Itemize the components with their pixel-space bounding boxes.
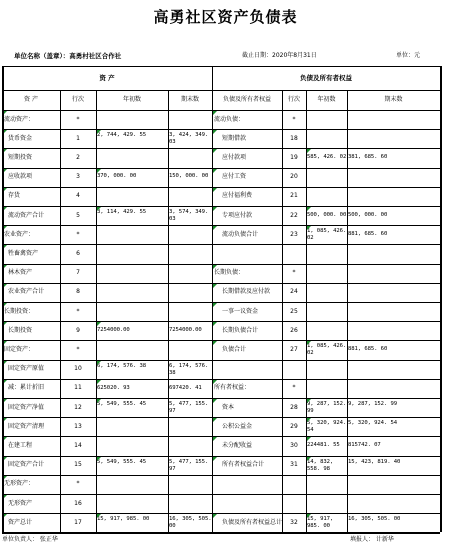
grid-line bbox=[282, 90, 283, 532]
liability-item-label: 负债合计 bbox=[222, 345, 247, 353]
comment-marker-icon bbox=[213, 380, 217, 384]
grid-line bbox=[2, 494, 440, 495]
line-number: 19 bbox=[290, 153, 298, 161]
comment-marker-icon bbox=[213, 130, 217, 134]
amount-cell: 224481. 55 bbox=[307, 442, 340, 449]
grid-line bbox=[2, 360, 440, 361]
comment-marker-icon bbox=[3, 322, 7, 326]
amount-cell: 150, 000. 00 bbox=[169, 173, 209, 180]
liability-item-label: 应付款项 bbox=[222, 153, 247, 161]
liability-item-label: 负债及所有者权益总计 bbox=[222, 518, 282, 526]
comment-marker-icon bbox=[97, 207, 101, 211]
asset-item-label: 农业资产合计 bbox=[8, 288, 45, 296]
amount-cell: 6, 174, 576. 38 bbox=[97, 362, 147, 369]
amount-cell: 585, 426. 02 bbox=[307, 154, 347, 161]
liability-item-label: 长期负债： bbox=[214, 269, 245, 277]
grid-line bbox=[2, 379, 440, 380]
comment-marker-icon bbox=[307, 207, 311, 211]
line-number: 2 bbox=[76, 153, 80, 161]
comment-marker-icon bbox=[3, 265, 7, 269]
amount-cell: 15, 917, 985. 00 bbox=[307, 516, 334, 530]
line-number: * bbox=[76, 230, 80, 238]
grid-line bbox=[2, 436, 440, 437]
report-date: 截止日期：2020年8月31日 bbox=[242, 52, 317, 59]
unit-label: 单位：元 bbox=[396, 52, 421, 59]
liability-item-label: 公积公益金 bbox=[222, 422, 253, 430]
amount-cell: 881, 685. 60 bbox=[348, 230, 388, 237]
asset-item-label: 长期投资 bbox=[8, 326, 33, 334]
grid-line bbox=[2, 148, 440, 149]
comment-marker-icon bbox=[213, 188, 217, 192]
line-number: * bbox=[292, 115, 296, 123]
amount-cell: 500, 000. 00 bbox=[307, 211, 347, 218]
liability-item-label: 资本 bbox=[222, 403, 235, 411]
asset-item-label: 无形资产 bbox=[8, 499, 33, 507]
comment-marker-icon bbox=[213, 399, 217, 403]
comment-marker-icon bbox=[3, 361, 7, 365]
line-number: * bbox=[76, 115, 80, 123]
grid-line bbox=[2, 340, 440, 341]
line-number: 22 bbox=[290, 211, 298, 219]
amount-cell: 881, 685. 60 bbox=[348, 346, 388, 353]
line-number: 14 bbox=[74, 441, 82, 449]
amount-cell: 16, 305, 505. 00 bbox=[169, 516, 212, 530]
amount-cell: 5, 477, 155. 97 bbox=[169, 401, 209, 414]
grid-line bbox=[168, 90, 169, 532]
grid-line bbox=[2, 244, 440, 245]
asset-item-label: 无形资产： bbox=[4, 480, 35, 488]
comment-marker-icon bbox=[3, 149, 7, 153]
asset-item-label: 固定资产净值 bbox=[8, 403, 45, 411]
comment-marker-icon bbox=[3, 418, 7, 422]
comment-marker-icon bbox=[3, 188, 7, 192]
grid-line bbox=[2, 398, 440, 399]
asset-item-label: 减：累计折旧 bbox=[8, 384, 45, 392]
comment-marker-icon bbox=[307, 457, 311, 461]
comment-marker-icon bbox=[213, 322, 217, 326]
asset-item-label: 农业资产： bbox=[4, 230, 35, 238]
line-number: 10 bbox=[74, 365, 82, 373]
amount-cell: 7254000.00 bbox=[97, 326, 130, 333]
line-number: 9 bbox=[76, 326, 80, 334]
grid-line bbox=[2, 475, 440, 476]
line-number: 3 bbox=[76, 173, 80, 181]
comment-marker-icon bbox=[307, 418, 311, 422]
liability-item-label: 流动负债： bbox=[214, 115, 245, 123]
line-number: 28 bbox=[290, 403, 298, 411]
grid-line bbox=[212, 66, 213, 532]
line-number: * bbox=[76, 345, 80, 353]
liability-item-label: 一事一议资金 bbox=[222, 307, 259, 315]
liability-item-label: 未分配收益 bbox=[222, 441, 253, 449]
asset-item-label: 固定资产： bbox=[4, 345, 35, 353]
line-number: 11 bbox=[74, 384, 82, 392]
liability-item-label: 流动负债合计 bbox=[222, 230, 259, 238]
amount-cell: 3, 114, 429. 55 bbox=[97, 209, 147, 215]
amount-cell: 14, 832, 558. 98 bbox=[307, 458, 334, 472]
comment-marker-icon bbox=[3, 341, 7, 345]
comment-marker-icon bbox=[3, 226, 7, 230]
comment-marker-icon bbox=[3, 284, 7, 288]
footer-responsible-person: 单位负责人： 张正华 bbox=[2, 536, 58, 543]
line-number: 13 bbox=[74, 422, 82, 430]
line-number: 17 bbox=[74, 518, 82, 526]
line-number: 16 bbox=[74, 499, 82, 507]
column-header-end: 期末数 bbox=[180, 96, 199, 103]
comment-marker-icon bbox=[97, 380, 101, 384]
comment-marker-icon bbox=[307, 437, 311, 441]
grid-line bbox=[2, 66, 4, 532]
amount-cell: 5, 477, 155. 97 bbox=[169, 458, 209, 472]
report-title: 高勇社区资产负债表 bbox=[153, 7, 298, 26]
amount-cell: 16, 305, 505. 00 bbox=[348, 516, 401, 523]
amount-cell: 500, 000. 00 bbox=[348, 211, 388, 218]
comment-marker-icon bbox=[97, 130, 101, 134]
grid-line bbox=[2, 225, 440, 226]
grid-line bbox=[2, 129, 440, 130]
comment-marker-icon bbox=[213, 149, 217, 153]
comment-marker-icon bbox=[213, 418, 217, 422]
comment-marker-icon bbox=[3, 380, 7, 384]
liabilities-section-header: 负债及所有者权益 bbox=[300, 73, 352, 82]
line-number: 8 bbox=[76, 288, 80, 296]
column-header-line2: 行次 bbox=[287, 96, 300, 103]
comment-marker-icon bbox=[97, 361, 101, 365]
amount-cell: 5, 549, 555. 45 bbox=[97, 458, 147, 465]
comment-marker-icon bbox=[213, 437, 217, 441]
comment-marker-icon bbox=[213, 457, 217, 461]
line-number: 12 bbox=[74, 403, 82, 411]
comment-marker-icon bbox=[97, 457, 101, 461]
amount-cell: 625020. 93 bbox=[97, 384, 130, 391]
line-number: * bbox=[292, 269, 296, 277]
asset-item-label: 长期投资： bbox=[4, 307, 35, 315]
asset-item-label: 资产总计 bbox=[8, 518, 33, 526]
comment-marker-icon bbox=[307, 341, 311, 345]
column-header-begin: 年初数 bbox=[122, 96, 141, 103]
comment-marker-icon bbox=[307, 149, 311, 153]
column-header-asset: 资 产 bbox=[24, 96, 38, 103]
grid-line bbox=[96, 90, 97, 532]
comment-marker-icon bbox=[307, 514, 311, 518]
line-number: 32 bbox=[290, 518, 298, 526]
line-number: 30 bbox=[290, 441, 298, 449]
asset-item-label: 流动资产： bbox=[4, 115, 35, 123]
comment-marker-icon bbox=[3, 399, 7, 403]
comment-marker-icon bbox=[213, 284, 217, 288]
line-number: 25 bbox=[290, 307, 298, 315]
footer-preparer: 填报人： 计新华 bbox=[350, 536, 394, 543]
asset-item-label: 存货 bbox=[8, 192, 21, 200]
asset-item-label: 流动资产合计 bbox=[8, 211, 45, 219]
comment-marker-icon bbox=[97, 169, 101, 173]
amount-cell: 9, 287, 152. 99 bbox=[307, 401, 347, 414]
comment-marker-icon bbox=[213, 226, 217, 230]
grid-line bbox=[2, 283, 440, 284]
grid-line bbox=[2, 110, 440, 111]
grid-line bbox=[60, 90, 61, 532]
comment-marker-icon bbox=[3, 495, 7, 499]
line-number: 20 bbox=[290, 173, 298, 181]
amount-cell: 3, 574, 349. 03 bbox=[169, 209, 209, 222]
grid-line bbox=[2, 90, 440, 91]
comment-marker-icon bbox=[213, 514, 217, 518]
line-number: 29 bbox=[290, 422, 298, 430]
comment-marker-icon bbox=[3, 169, 7, 173]
comment-marker-icon bbox=[213, 207, 217, 211]
grid-line bbox=[2, 187, 440, 188]
asset-item-label: 固定资产合计 bbox=[8, 461, 45, 469]
line-number: 23 bbox=[290, 230, 298, 238]
asset-item-label: 固定资产原值 bbox=[8, 365, 45, 373]
liability-item-label: 专项应付款 bbox=[222, 211, 253, 219]
liability-item-label: 所有者权益： bbox=[214, 384, 251, 392]
amount-cell: 1, 085, 426. 02 bbox=[307, 228, 347, 242]
line-number: 27 bbox=[290, 345, 298, 353]
amount-cell: 1, 085, 426. 02 bbox=[307, 343, 347, 357]
line-number: 18 bbox=[290, 134, 298, 142]
asset-item-label: 短期投资 bbox=[8, 153, 33, 161]
amount-cell: 7254000.00 bbox=[169, 326, 202, 333]
grid-line bbox=[2, 206, 440, 207]
amount-cell: 6, 174, 576. 38 bbox=[169, 362, 209, 376]
column-header-liab: 负债及所有者权益 bbox=[222, 96, 271, 103]
line-number: * bbox=[292, 384, 296, 392]
comment-marker-icon bbox=[213, 265, 217, 269]
amount-cell: 5, 320, 924. 54 bbox=[307, 420, 347, 434]
amount-cell: 381, 685. 60 bbox=[348, 154, 388, 161]
line-number: 31 bbox=[290, 461, 298, 469]
liability-item-label: 应付工资 bbox=[222, 173, 247, 181]
line-number: 7 bbox=[76, 269, 80, 277]
comment-marker-icon bbox=[3, 457, 7, 461]
grid-line bbox=[440, 66, 442, 532]
asset-item-label: 林木资产 bbox=[8, 269, 33, 277]
liability-item-label: 所有者权益合计 bbox=[222, 461, 265, 469]
comment-marker-icon bbox=[213, 303, 217, 307]
line-number: 15 bbox=[74, 461, 82, 469]
grid-line bbox=[2, 456, 440, 457]
grid-line bbox=[2, 513, 440, 514]
grid-line bbox=[2, 321, 440, 322]
asset-item-label: 在建工程 bbox=[8, 441, 33, 449]
grid-line bbox=[2, 168, 440, 169]
column-header-line: 行次 bbox=[71, 96, 84, 103]
line-number: 4 bbox=[76, 192, 80, 200]
comment-marker-icon bbox=[3, 514, 7, 518]
comment-marker-icon bbox=[3, 303, 7, 307]
grid-line bbox=[2, 302, 440, 303]
line-number: * bbox=[76, 480, 80, 488]
amount-cell: 2, 744, 429. 55 bbox=[97, 132, 147, 139]
liability-item-label: 应付福利费 bbox=[222, 192, 253, 200]
grid-line bbox=[2, 417, 440, 418]
comment-marker-icon bbox=[307, 226, 311, 230]
grid-line bbox=[306, 90, 307, 532]
line-number: 26 bbox=[290, 326, 298, 334]
comment-marker-icon bbox=[213, 111, 217, 115]
comment-marker-icon bbox=[213, 169, 217, 173]
liability-item-label: 长期借款及应付款 bbox=[222, 288, 271, 296]
amount-cell: 3, 424, 349. 03 bbox=[169, 132, 209, 146]
comment-marker-icon bbox=[97, 322, 101, 326]
assets-section-header: 资 产 bbox=[99, 73, 115, 82]
asset-item-label: 应收款项 bbox=[8, 173, 33, 181]
line-number: 6 bbox=[76, 249, 80, 257]
comment-marker-icon bbox=[3, 245, 7, 249]
comment-marker-icon bbox=[3, 207, 7, 211]
line-number: 5 bbox=[76, 211, 80, 219]
liability-item-label: 长期负债合计 bbox=[222, 326, 259, 334]
asset-item-label: 牲畜禽资产 bbox=[8, 249, 39, 257]
line-number: 24 bbox=[290, 288, 298, 296]
amount-cell: 697420. 41 bbox=[169, 384, 202, 391]
comment-marker-icon bbox=[3, 130, 7, 134]
amount-cell: 370, 000. 00 bbox=[97, 173, 137, 180]
amount-cell: 815742. 07 bbox=[348, 442, 381, 449]
line-number: 21 bbox=[290, 192, 298, 200]
amount-cell: 15, 423, 819. 40 bbox=[348, 458, 401, 465]
amount-cell: 5, 549, 555. 45 bbox=[97, 401, 147, 407]
comment-marker-icon bbox=[307, 399, 311, 403]
comment-marker-icon bbox=[3, 437, 7, 441]
column-header-begin2: 年初数 bbox=[317, 96, 336, 103]
comment-marker-icon bbox=[3, 476, 7, 480]
amount-cell: 5, 320, 924. 54 bbox=[348, 420, 398, 427]
amount-cell: 15, 917, 985. 00 bbox=[97, 516, 150, 523]
org-name: 单位名称（盖章）：高勇村社区合作社 bbox=[14, 51, 122, 60]
comment-marker-icon bbox=[213, 341, 217, 345]
grid-line bbox=[2, 66, 440, 67]
line-number: * bbox=[76, 307, 80, 315]
comment-marker-icon bbox=[97, 514, 101, 518]
grid-line bbox=[347, 90, 348, 532]
liability-item-label: 短期借款 bbox=[222, 134, 247, 142]
amount-cell: 9, 287, 152. 99 bbox=[348, 401, 398, 407]
column-header-end2: 期末数 bbox=[384, 96, 403, 103]
line-number: 1 bbox=[76, 134, 80, 142]
grid-line bbox=[2, 264, 440, 265]
asset-item-label: 固定资产清理 bbox=[8, 422, 45, 430]
comment-marker-icon bbox=[97, 399, 101, 403]
asset-item-label: 货币资金 bbox=[8, 134, 33, 142]
comment-marker-icon bbox=[3, 111, 7, 115]
